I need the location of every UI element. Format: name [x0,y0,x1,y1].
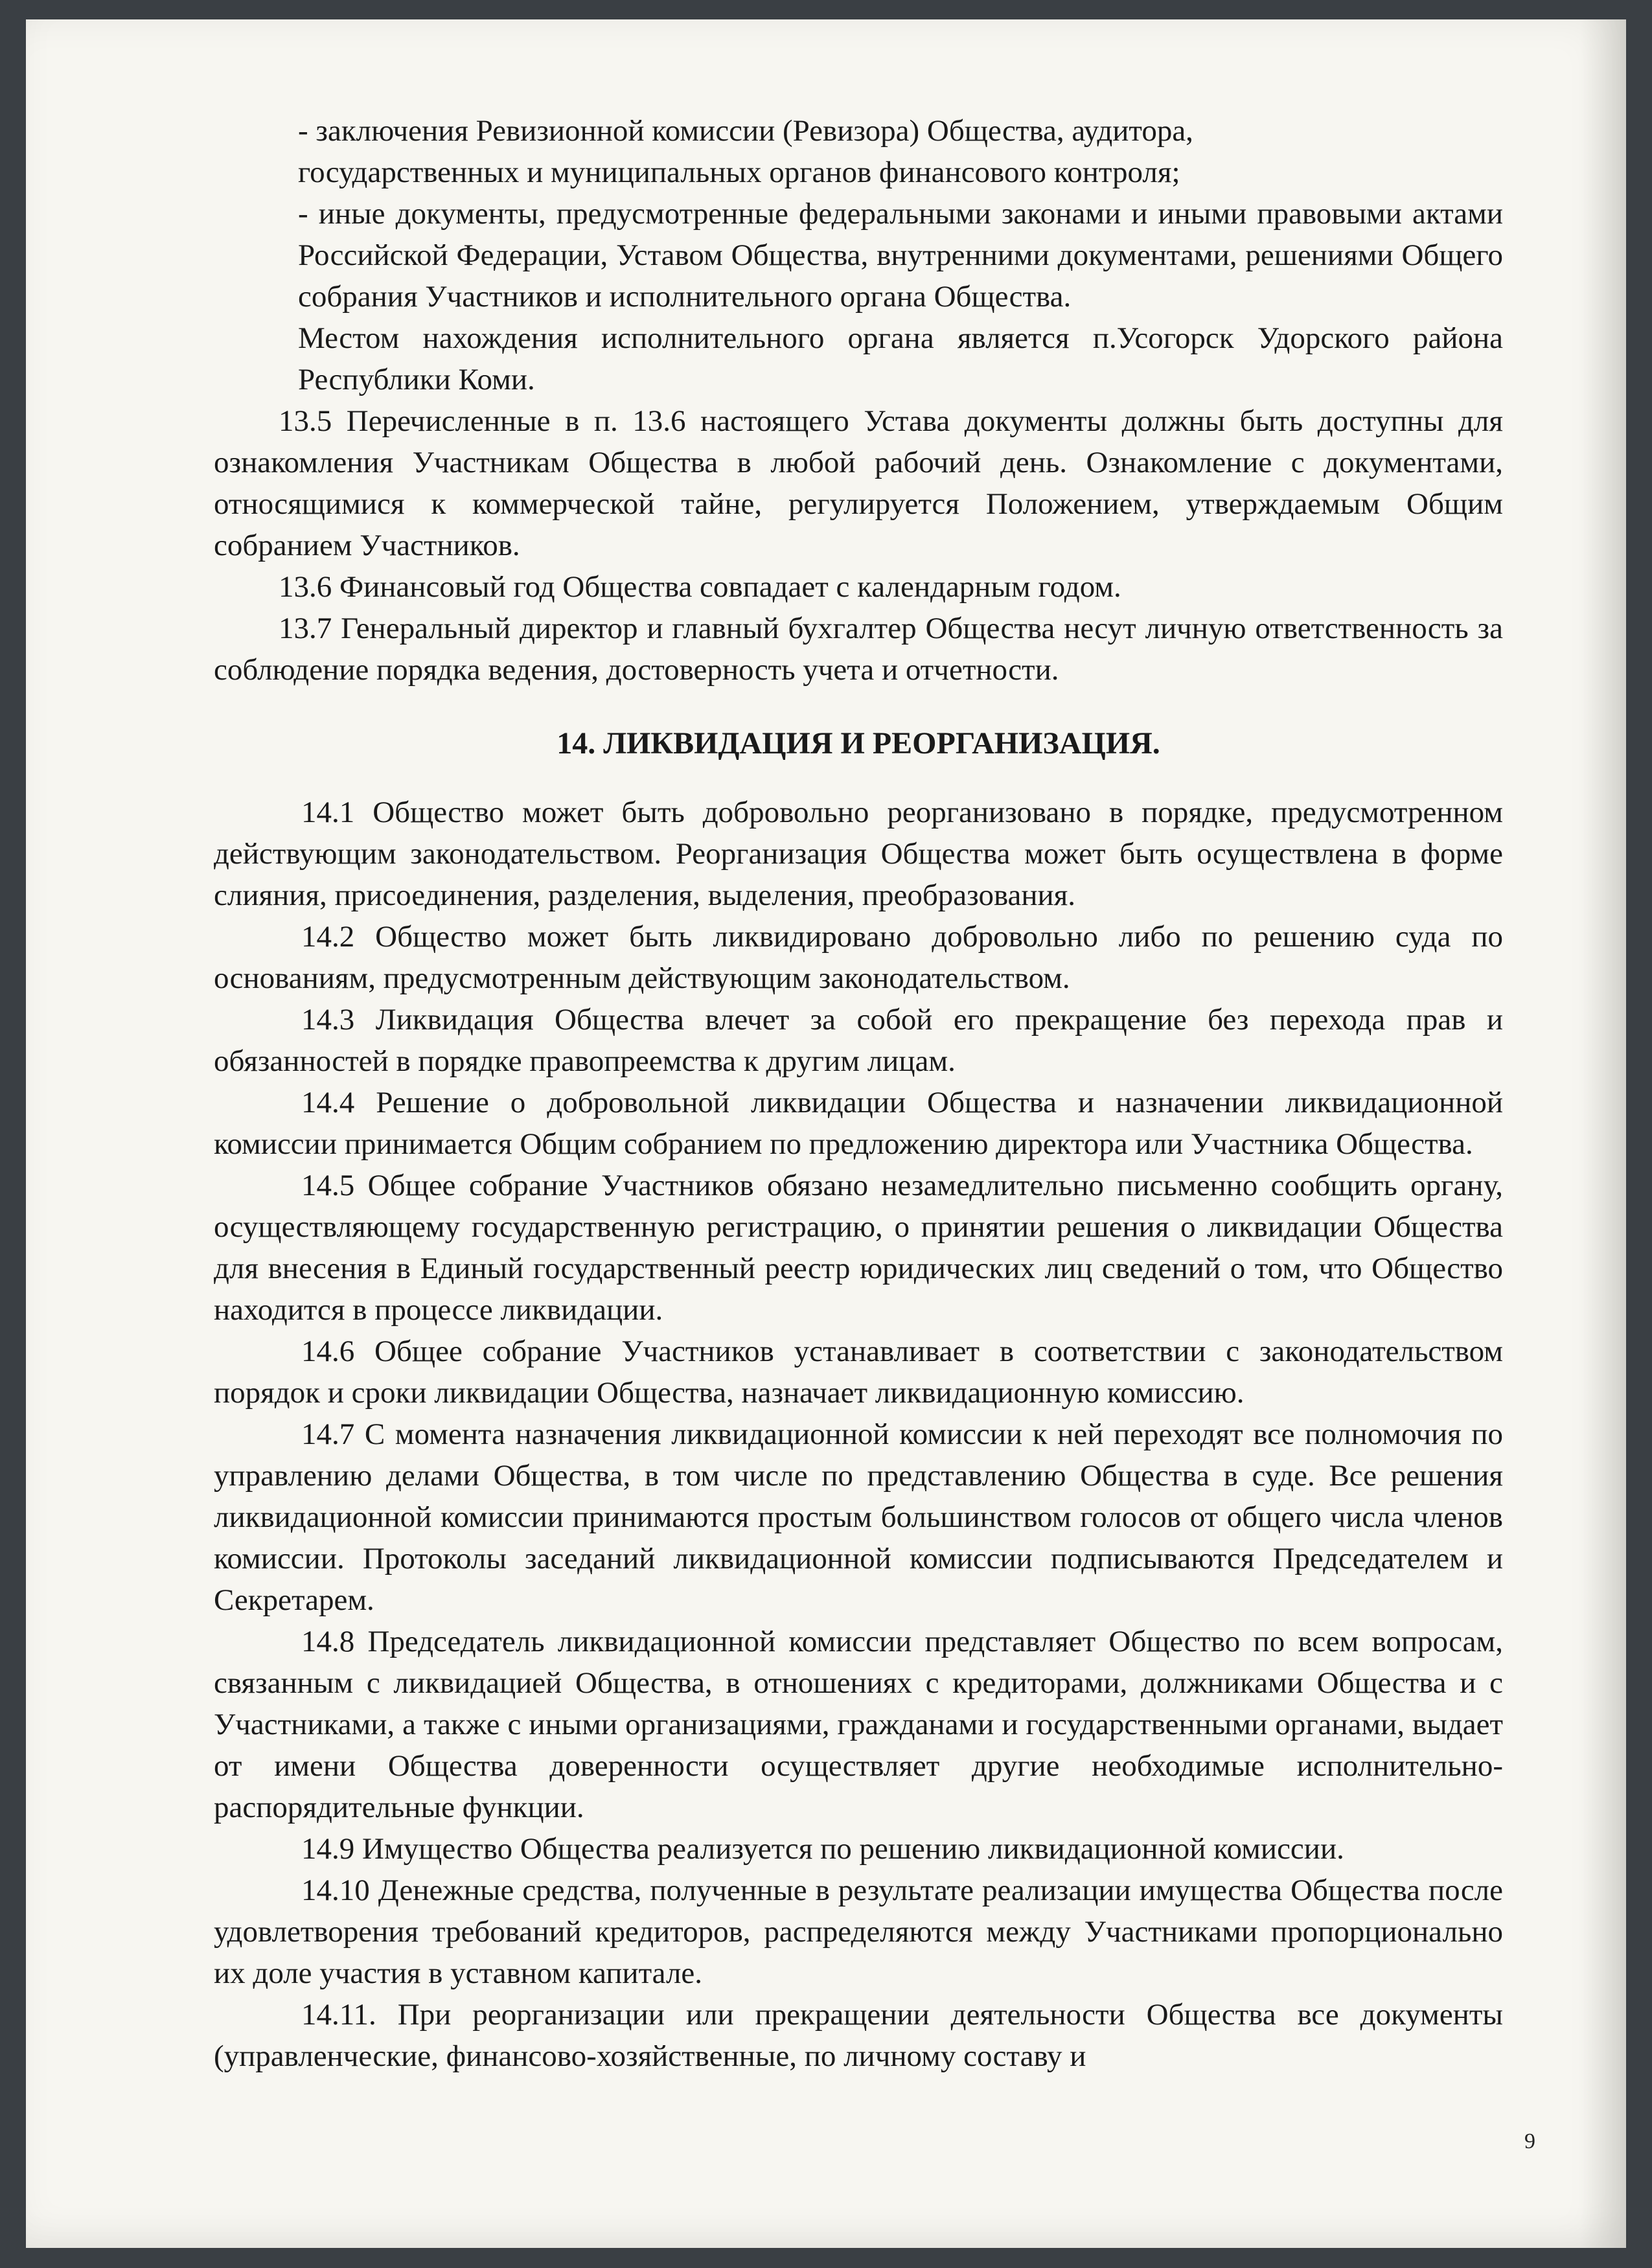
paragraph-14-7: 14.7 С момента назначения ликвидационной комиссии к ней переходят все полномочия по управлению делами Общества, в том числе по представлению Общества в суде. Все решения ликвидационной комиссии принимаются простым большинством голосов от общего числа членов комиссии. Протоколы заседаний ликвидационной комиссии подписываются Председателем и Секретарем. [214,1417,1503,1617]
intro-list [214,110,1503,400]
page-edge-shadow [1581,19,1626,2248]
intro-line: - иные документы, предусмотренные федеральными законами и иными правовыми актами Российской Федерации, Уставом Общества, внутренними документами, решениями Общего собрания Участников и исполнительного органа Общества. [298,197,1503,314]
section-14-heading: 14. ЛИКВИДАЦИЯ И РЕОРГАНИЗАЦИЯ. [556,726,1160,761]
paragraph-14-6: 14.6 Общее собрание Участников устанавливает в соответствии с законодательством порядок и сроки ликвидации Общества, назначает ликвидационную комиссию. [214,1334,1503,1410]
paragraph-13-7: 13.7 Генеральный директор и главный бухгалтер Общества несут личную ответственность за соблюдение порядка ведения, достоверность учета и отчетности. [214,612,1503,687]
intro-line: Местом нахождения исполнительного органа является п.Усогорск Удорского района Республики Коми. [298,321,1503,396]
paragraph-14-1: 14.1 Общество может быть добровольно реорганизовано в порядке, предусмотренном действующим законодательством. Реорганизация Общества может быть осуществлена в форме слияния, присоединения, разделения, выделения, преобразования. [214,796,1503,912]
paragraph-14-11: 14.11. При реорганизации или прекращении деятельности Общества все документы (управленческие, финансово-хозяйственные, по личному составу и [214,1998,1503,2073]
paragraph-14-4: 14.4 Решение о добровольной ликвидации Общества и назначении ликвидационной комиссии принимается Общим собранием по предложению директора или Участника Общества. [214,1086,1503,1161]
paragraph-13-5: 13.5 Перечисленные в п. 13.6 настоящего Устава документы должны быть доступны для ознакомления Участникам Общества в любой рабочий день. Ознакомление с документами, относящимися к коммерческой тайне, регулируется Положением, утверждаемым Общим собранием Участников. [214,404,1503,562]
page-number: 9 [1524,2129,1535,2153]
paragraph-14-10: 14.10 Денежные средства, полученные в результате реализации имущества Общества после удовлетворения требований кредиторов, распределяются между Участниками пропорционально их доле участия в уставном капитале. [214,1873,1503,1990]
paragraph-14-3: 14.3 Ликвидация Общества влечет за собой его прекращение без перехода прав и обязанностей в порядке правопреемства к другим лицам. [214,1003,1503,1078]
paragraph-14-8: 14.8 Председатель ликвидационной комиссии представляет Общество по всем вопросам, связанным с ликвидацией Общества, в отношениях с кредиторами, должниками Общества и с Участниками, а также с иными организациями, гражданами и государственными органами, выдает от имени Общества доверенности осуществляет другие необходимые исполнительно-распорядительные функции. [214,1625,1503,1824]
paragraph-14-5: 14.5 Общее собрание Участников обязано незамедлительно письменно сообщить органу, осуществляющему государственную регистрацию, о принятии решения о ликвидации Общества для внесения в Единый государственный реестр юридических лиц сведений о том, что Общество находится в процессе ликвидации. [214,1169,1503,1327]
document-body [214,110,1503,2077]
paragraph-13-6: 13.6 Финансовый год Общества совпадает с календарным годом. [279,570,1121,604]
paragraph-14-2: 14.2 Общество может быть ликвидировано добровольно либо по решению суда по основаниям, предусмотренным действующим законодательством. [214,920,1503,995]
document-page [26,19,1626,2248]
intro-line: государственных и муниципальных органов финансового контроля; [298,155,1180,189]
intro-line: - заключения Ревизионной комиссии (Ревизора) Общества, аудитора, [298,114,1193,148]
paragraph-14-9: 14.9 Имущество Общества реализуется по решению ликвидационной комиссии. [301,1832,1344,1866]
